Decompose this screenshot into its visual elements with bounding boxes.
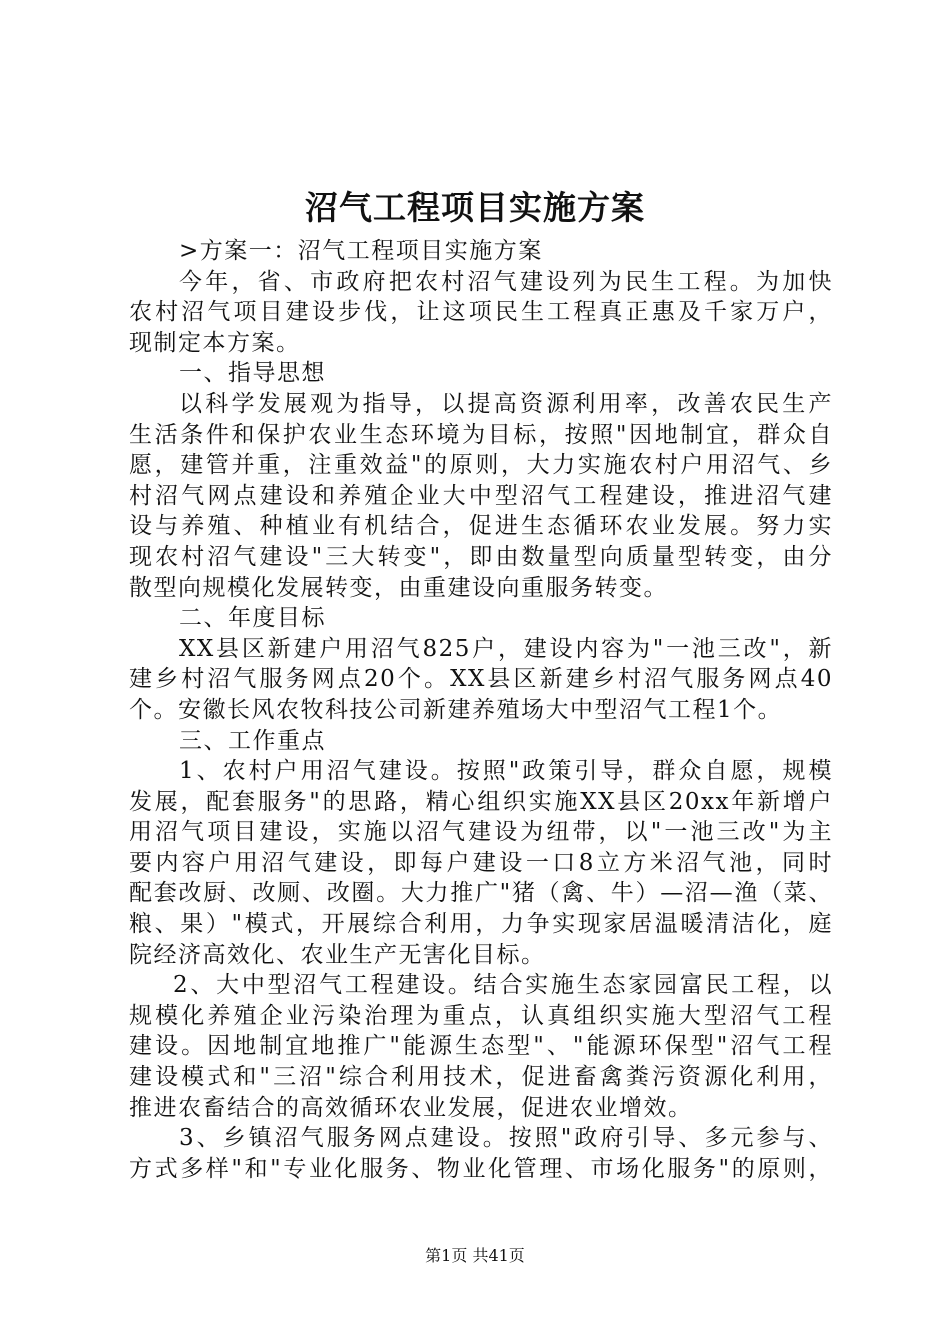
text-line: 发展，配套服务"的思路，精心组织实施XX县区20xx年新增户: [129, 788, 833, 815]
text-line: XX县区新建户用沼气825户，建设内容为"一池三改"，新: [179, 635, 833, 662]
text-line: 院经济高效化、农业生产无害化目标。: [129, 941, 546, 968]
text-line: 散型向规模化发展转变，由重建设向重服务转变。: [129, 574, 668, 601]
text-line: 要内容户用沼气建设，即每户建设一口8立方米沼气池，同时: [129, 849, 833, 876]
text-line: 以科学发展观为指导，以提高资源利用率，改善农民生产: [179, 390, 833, 417]
text-line: 生活条件和保护农业生态环境为目标，按照"因地制宜，群众自: [129, 421, 833, 448]
text-line: 建设。因地制宜地推广"能源生态型"、"能源环保型"沼气工程: [129, 1033, 833, 1060]
text-line: 规模化养殖企业污染治理为重点，认真组织实施大型沼气工程: [129, 1002, 833, 1029]
page-footer: 第1页 共41页: [425, 1246, 525, 1265]
text-line: 今年，省、市政府把农村沼气建设列为民生工程。为加快: [179, 268, 833, 295]
text-line: 村沼气网点建设和养殖企业大中型沼气工程建设，推进沼气建: [129, 482, 833, 509]
text-line: 推进农畜结合的高效循环农业发展，促进农业增效。: [129, 1094, 693, 1121]
text-line: 二、年度目标: [179, 605, 326, 632]
document-title: 沼气工程项目实施方案: [305, 188, 645, 227]
text-line: 1、农村户用沼气建设。按照"政策引导，群众自愿，规模: [179, 758, 833, 785]
text-line: 现农村沼气建设"三大转变"，即由数量型向质量型转变，由分: [129, 543, 833, 570]
document-body: [129, 236, 833, 1184]
text-line: 三、工作重点: [179, 727, 326, 754]
text-line: 2、大中型沼气工程建设。结合实施生态家园富民工程，以: [173, 972, 833, 999]
text-line: 农村沼气项目建设步伐，让这项民生工程真正惠及千家万户，: [129, 299, 833, 326]
text-line: 一、指导思想: [179, 360, 326, 387]
text-line: 建设模式和"三沼"综合利用技术，促进畜禽粪污资源化利用，: [129, 1064, 833, 1091]
text-line: 设与养殖、种植业有机结合，促进生态循环农业发展。努力实: [129, 513, 833, 540]
text-line: 3、乡镇沼气服务网点建设。按照"政府引导、多元参与、: [179, 1125, 833, 1152]
text-line: 用沼气项目建设，实施以沼气建设为纽带，以"一池三改"为主: [129, 819, 833, 846]
text-line: 个。安徽长风农牧科技公司新建养殖场大中型沼气工程1个。: [129, 696, 783, 723]
text-line: >方案一：沼气工程项目实施方案: [179, 238, 543, 264]
text-line: 粮、果）"模式，开展综合利用，力争实现家居温暖清洁化，庭: [129, 911, 833, 938]
text-line: 建乡村沼气服务网点20个。XX县区新建乡村沼气服务网点40: [129, 666, 833, 693]
text-line: 方式多样"和"专业化服务、物业化管理、市场化服务"的原则，: [129, 1155, 833, 1182]
text-line: 愿，建管并重，注重效益"的原则，大力实施农村户用沼气、乡: [129, 452, 833, 479]
text-line: 配套改厨、改厕、改圈。大力推广"猪（禽、牛）—沼—渔（菜、: [129, 880, 833, 907]
text-line: 现制定本方案。: [129, 329, 301, 356]
